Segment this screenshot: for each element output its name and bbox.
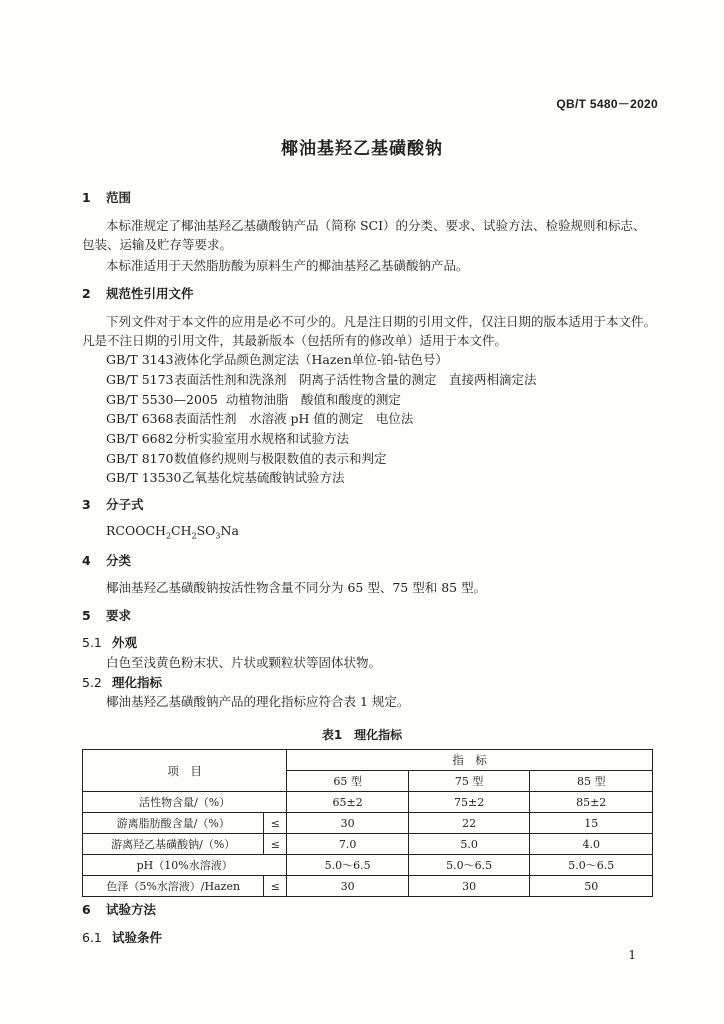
row-value: 7.0 [287,834,409,855]
subsection-5-2-heading [82,673,162,691]
reference-title: 表面活性剂 水溶液 pH 值的测定 电位法 [174,411,414,426]
paragraph: 椰油基羟乙基磺酸钠产品的理化指标应符合表 1 规定。 [106,694,410,709]
table-header-row [83,750,653,771]
row-value: 30 [408,876,530,897]
header-type: 75 型 [408,771,530,792]
reference-title: 液体化学品颜色测定法（Hazen单位-铂-钴色号） [174,352,448,367]
formula-subscript: 2 [165,531,172,541]
section-title: 要求 [106,608,132,623]
formula-subscript: 2 [191,531,197,541]
section-title: 分类 [106,553,132,568]
paragraph: 本标准规定了椰油基羟乙基磺酸钠产品（简称 SCI）的分类、要求、试验方法、检验规则和标志、 [106,218,646,233]
reference-title: 乙氧基化烷基硫酸钠试验方法 [182,470,345,485]
row-value: 5.0～6.5 [287,855,409,876]
section-number: 1 [82,190,91,205]
reference-code: GB/T 5173 [106,372,174,387]
row-value: 22 [408,813,530,834]
section-title: 范围 [106,190,132,205]
section-number: 6 [82,902,91,917]
section-title: 试验方法 [106,902,157,917]
row-value: 85±2 [530,792,653,813]
header-type: 85 型 [530,771,653,792]
table-row [83,813,653,834]
reference-code: GB/T 6368 [106,411,174,426]
page-number: 1 [628,948,636,962]
section-1-heading [82,188,131,206]
section-number: 5 [82,608,91,623]
reference-code: GB/T 5530—2005 [106,392,218,407]
reference-item [106,449,387,467]
page-title: 椰油基羟乙基磺酸钠 [281,139,443,159]
row-value: 4.0 [530,834,653,855]
row-value: 65±2 [287,792,409,813]
paragraph: 本标准适用于天然脂肪酸为原料生产的椰油基羟乙基磺酸钠产品。 [106,258,469,273]
row-value: 5.0～6.5 [530,855,653,876]
spec-table [82,749,653,897]
subsection-number: 5.1 [82,635,102,650]
row-item: 游离羟乙基磺酸钠/（%） [83,834,264,855]
reference-item [106,390,401,408]
reference-code: GB/T 8170 [106,451,174,466]
section-2-heading [82,284,194,302]
reference-code: GB/T 13530 [106,470,182,485]
section-4-heading [82,551,131,569]
paragraph: 包装、运输及贮存等要求。 [82,237,233,252]
section-number: 4 [82,553,91,568]
row-symbol: ≤ [264,813,287,834]
section-title: 规范性引用文件 [106,286,194,301]
header-index: 指 标 [287,750,653,771]
reference-title: 数值修约规则与极限数值的表示和判定 [174,451,387,466]
section-number: 2 [82,286,91,301]
formula-subscript: 3 [215,531,221,541]
reference-item [106,350,448,368]
formula-part: CH [171,523,192,538]
row-item: 活性物含量/（%） [83,792,287,813]
table-row [83,876,653,897]
row-item: 色泽（5%水溶液）/Hazen [83,876,264,897]
row-symbol: ≤ [264,834,287,855]
row-value: 30 [287,813,409,834]
standard-code: QB/T 5480－2020 [556,97,658,111]
table-caption: 表1 理化指标 [321,728,403,742]
row-value: 15 [530,813,653,834]
formula-part: Na [220,523,239,538]
row-value: 5.0～6.5 [408,855,530,876]
formula-part: SO [196,523,216,538]
row-value: 5.0 [408,834,530,855]
row-value: 30 [287,876,409,897]
section-5-heading [82,606,131,624]
header-type: 65 型 [287,771,409,792]
subsection-title: 试验条件 [112,930,163,945]
subsection-5-1-heading [82,633,137,651]
reference-title: 动植物油脂 酸值和酸度的测定 [225,392,401,407]
row-item: 游离脂肪酸含量/（%） [83,813,264,834]
row-value: 50 [530,876,653,897]
reference-code: GB/T 3143 [106,352,174,367]
reference-item [106,409,413,427]
reference-item [106,370,537,388]
subsection-title: 理化指标 [112,675,163,690]
table-row [83,855,653,876]
section-6-heading [82,900,156,918]
reference-title: 表面活性剂和洗涤剂 阴离子活性物含量的测定 直接两相滴定法 [174,372,537,387]
paragraph: 凡是不注日期的引用文件，其最新版本（包括所有的修改单）适用于本文件。 [82,333,508,348]
row-symbol: ≤ [264,876,287,897]
reference-item [106,468,345,486]
reference-code: GB/T 6682 [106,431,174,446]
formula-part: RCOOCH [106,523,166,538]
molecular-formula [106,523,239,541]
paragraph: 白色至浅黄色粉末状、片状或颗粒状等固体状物。 [106,655,382,670]
table-row [83,792,653,813]
row-item: pH（10%水溶液） [83,855,287,876]
header-item: 项 目 [83,750,287,792]
paragraph: 椰油基羟乙基磺酸钠按活性物含量不同分为 65 型、75 型和 85 型。 [106,580,487,595]
subsection-title: 外观 [112,635,138,650]
section-title: 分子式 [106,497,144,512]
reference-title: 分析实验室用水规格和试验方法 [174,431,350,446]
paragraph: 下列文件对于本文件的应用是必不可少的。凡是注日期的引用文件，仅注日期的版本适用于本文件。 [106,314,657,329]
reference-item [106,429,349,447]
section-number: 3 [82,497,91,512]
table-row [83,834,653,855]
subsection-6-1-heading [82,928,162,946]
subsection-number: 6.1 [82,930,102,945]
section-3-heading [82,495,144,513]
subsection-number: 5.2 [82,675,102,690]
row-value: 75±2 [408,792,530,813]
